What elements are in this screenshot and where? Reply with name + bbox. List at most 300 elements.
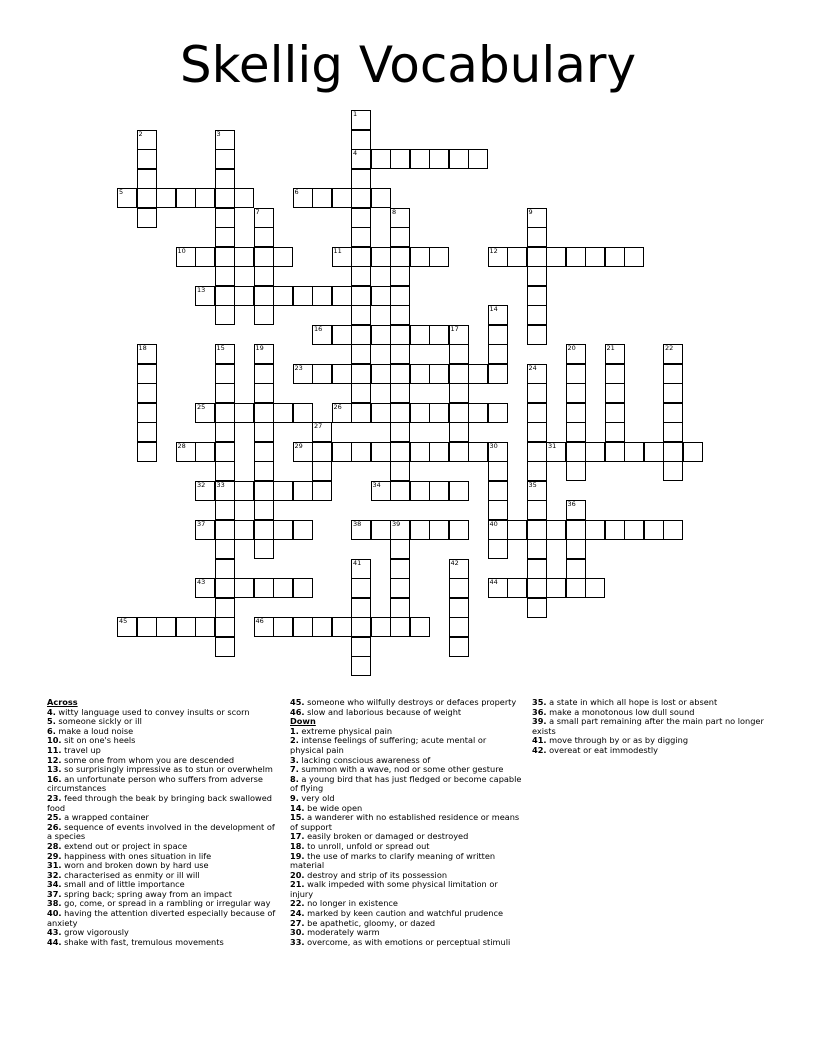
grid-cell[interactable] [137,344,157,364]
grid-cell[interactable] [527,383,547,403]
grid-cell[interactable] [390,539,410,559]
grid-cell[interactable] [215,208,235,228]
grid-cell[interactable] [390,442,410,462]
grid-cell[interactable] [371,247,391,267]
grid-cell[interactable] [351,325,371,345]
grid-cell[interactable] [527,539,547,559]
grid-cell[interactable] [215,539,235,559]
grid-cell[interactable] [371,403,391,423]
grid-cell[interactable] [351,227,371,247]
grid-cell[interactable] [371,325,391,345]
grid-cell[interactable] [371,481,391,501]
grid-cell[interactable] [195,520,215,540]
grid-cell[interactable] [449,403,469,423]
grid-cell[interactable] [312,422,332,442]
grid-cell[interactable] [449,520,469,540]
grid-cell[interactable] [624,247,644,267]
grid-cell[interactable] [527,266,547,286]
grid-cell[interactable] [527,364,547,384]
grid-cell[interactable] [215,188,235,208]
grid-cell[interactable] [195,247,215,267]
grid-cell[interactable] [449,149,469,169]
grid-cell[interactable] [605,383,625,403]
grid-cell[interactable] [254,442,274,462]
grid-cell[interactable] [390,364,410,384]
grid-cell[interactable] [351,110,371,130]
grid-cell[interactable] [566,559,586,579]
grid-cell[interactable] [605,403,625,423]
grid-cell[interactable] [351,208,371,228]
grid-cell[interactable] [390,617,410,637]
grid-cell[interactable] [254,403,274,423]
grid-cell[interactable] [527,227,547,247]
grid-cell[interactable] [254,461,274,481]
grid-cell[interactable] [176,188,196,208]
grid-cell[interactable] [527,208,547,228]
grid-cell[interactable] [293,286,313,306]
grid-cell[interactable] [312,364,332,384]
grid-cell[interactable] [566,500,586,520]
grid-cell[interactable] [566,364,586,384]
grid-cell[interactable] [137,422,157,442]
grid-cell[interactable] [410,149,430,169]
grid-cell[interactable] [137,403,157,423]
grid-cell[interactable] [527,325,547,345]
clue-number: 8 [392,207,397,216]
grid-cell[interactable] [351,149,371,169]
grid-cell[interactable] [546,578,566,598]
grid-cell[interactable] [137,617,157,637]
grid-cell[interactable] [390,266,410,286]
grid-cell[interactable] [254,305,274,325]
grid-cell[interactable] [254,344,274,364]
grid-cell[interactable] [390,422,410,442]
grid-cell[interactable] [215,149,235,169]
grid-cell[interactable] [371,188,391,208]
grid-cell[interactable] [488,539,508,559]
grid-cell[interactable] [137,169,157,189]
grid-cell[interactable] [605,422,625,442]
grid-cell[interactable] [429,403,449,423]
grid-cell[interactable] [254,520,274,540]
grid-cell[interactable] [507,520,527,540]
grid-cell[interactable] [273,520,293,540]
grid-cell[interactable] [449,344,469,364]
clue-text: a young bird that has just fledged or become capable of flying [290,773,522,794]
clue-text: travel up [61,744,101,755]
grid-cell[interactable] [488,461,508,481]
grid-cell[interactable] [312,481,332,501]
grid-cell[interactable] [371,442,391,462]
grid-cell[interactable] [390,559,410,579]
grid-cell[interactable] [293,617,313,637]
grid-cell[interactable] [234,188,254,208]
grid-cell[interactable] [215,286,235,306]
grid-cell[interactable] [137,383,157,403]
grid-cell[interactable] [215,130,235,150]
grid-cell[interactable] [351,247,371,267]
grid-cell[interactable] [176,617,196,637]
grid-cell[interactable] [195,481,215,501]
grid-cell[interactable] [566,344,586,364]
clue-number-label: 39. [532,716,547,727]
grid-cell[interactable] [449,422,469,442]
grid-cell[interactable] [215,305,235,325]
grid-cell[interactable] [215,364,235,384]
grid-cell[interactable] [390,208,410,228]
grid-cell[interactable] [273,578,293,598]
grid-cell[interactable] [449,442,469,462]
grid-cell[interactable] [605,442,625,462]
grid-cell[interactable] [312,461,332,481]
grid-cell[interactable] [390,344,410,364]
grid-cell[interactable] [429,481,449,501]
grid-cell[interactable] [663,422,683,442]
grid-cell[interactable] [351,286,371,306]
clue-number-label: 13. [47,764,62,775]
grid-cell[interactable] [663,344,683,364]
grid-cell[interactable] [488,325,508,345]
grid-cell[interactable] [312,188,332,208]
grid-cell[interactable] [215,169,235,189]
grid-cell[interactable] [390,481,410,501]
grid-cell[interactable] [507,247,527,267]
grid-cell[interactable] [390,227,410,247]
grid-cell[interactable] [390,149,410,169]
grid-cell[interactable] [293,403,313,423]
grid-cell[interactable] [254,247,274,267]
grid-cell[interactable] [585,442,605,462]
grid-cell[interactable] [215,500,235,520]
grid-cell[interactable] [488,578,508,598]
grid-cell[interactable] [585,578,605,598]
grid-cell[interactable] [449,617,469,637]
grid-cell[interactable] [215,520,235,540]
grid-cell[interactable] [371,520,391,540]
grid-cell[interactable] [527,461,547,481]
grid-cell[interactable] [254,227,274,247]
grid-cell[interactable] [449,637,469,657]
clue-number: 26 [333,402,342,411]
grid-cell[interactable] [254,578,274,598]
grid-cell[interactable] [390,461,410,481]
grid-cell[interactable] [195,442,215,462]
grid-cell[interactable] [351,188,371,208]
grid-cell[interactable] [546,442,566,462]
grid-cell[interactable] [566,461,586,481]
grid-cell[interactable] [410,403,430,423]
grid-cell[interactable] [429,520,449,540]
grid-cell[interactable] [312,617,332,637]
grid-cell[interactable] [663,364,683,384]
grid-cell[interactable] [390,286,410,306]
grid-cell[interactable] [351,656,371,676]
grid-cell[interactable] [351,559,371,579]
grid-cell[interactable] [410,364,430,384]
grid-cell[interactable] [449,481,469,501]
grid-cell[interactable] [566,403,586,423]
grid-cell[interactable] [546,520,566,540]
grid-cell[interactable] [449,325,469,345]
grid-cell[interactable] [585,520,605,540]
grid-cell[interactable] [605,247,625,267]
grid-cell[interactable] [507,578,527,598]
grid-cell[interactable] [488,364,508,384]
grid-cell[interactable] [117,617,137,637]
grid-cell[interactable] [351,403,371,423]
grid-cell[interactable] [390,247,410,267]
grid-cell[interactable] [293,578,313,598]
grid-cell[interactable] [117,188,137,208]
grid-cell[interactable] [429,149,449,169]
grid-cell[interactable] [429,364,449,384]
grid-cell[interactable] [332,188,352,208]
grid-cell[interactable] [254,617,274,637]
grid-cell[interactable] [663,520,683,540]
grid-cell[interactable] [137,188,157,208]
grid-cell[interactable] [234,403,254,423]
grid-cell[interactable] [527,559,547,579]
grid-cell[interactable] [488,500,508,520]
grid-cell[interactable] [488,403,508,423]
clue-number: 38 [353,519,362,528]
grid-cell[interactable] [449,598,469,618]
clue-text: walk impeded with some physical limitation or injury [290,879,498,899]
grid-cell[interactable] [351,130,371,150]
grid-cell[interactable] [488,247,508,267]
grid-cell[interactable] [527,286,547,306]
grid-cell[interactable] [585,247,605,267]
clue-number-label: 8. [290,773,299,784]
grid-cell[interactable] [215,461,235,481]
grid-cell[interactable] [273,403,293,423]
grid-cell[interactable] [332,286,352,306]
grid-cell[interactable] [215,559,235,579]
grid-cell[interactable] [312,442,332,462]
grid-cell[interactable] [195,617,215,637]
grid-cell[interactable] [293,481,313,501]
grid-cell[interactable] [215,617,235,637]
grid-cell[interactable] [566,422,586,442]
grid-cell[interactable] [605,344,625,364]
grid-cell[interactable] [254,481,274,501]
grid-cell[interactable] [351,617,371,637]
grid-cell[interactable] [351,520,371,540]
grid-cell[interactable] [273,247,293,267]
clue-text: having the attention diverted especially because of anxiety [47,908,276,928]
grid-cell[interactable] [293,188,313,208]
grid-cell[interactable] [390,578,410,598]
grid-cell[interactable] [449,559,469,579]
grid-cell[interactable] [293,364,313,384]
grid-cell[interactable] [195,403,215,423]
grid-cell[interactable] [351,344,371,364]
grid-cell[interactable] [566,383,586,403]
grid-cell[interactable] [566,578,586,598]
grid-cell[interactable] [644,520,664,540]
grid-cell[interactable] [566,539,586,559]
grid-cell[interactable] [156,617,176,637]
grid-cell[interactable] [468,403,488,423]
grid-cell[interactable] [527,422,547,442]
grid-cell[interactable] [663,442,683,462]
grid-cell[interactable] [605,364,625,384]
grid-cell[interactable] [254,208,274,228]
grid-cell[interactable] [429,247,449,267]
grid-cell[interactable] [215,266,235,286]
grid-cell[interactable] [468,442,488,462]
across-clue [290,708,522,718]
grid-cell[interactable] [254,266,274,286]
grid-cell[interactable] [332,325,352,345]
grid-cell[interactable] [468,149,488,169]
grid-cell[interactable] [644,442,664,462]
grid-cell[interactable] [254,364,274,384]
grid-cell[interactable] [234,578,254,598]
grid-cell[interactable] [351,442,371,462]
grid-cell[interactable] [371,617,391,637]
grid-cell[interactable] [546,247,566,267]
grid-cell[interactable] [351,169,371,189]
grid-cell[interactable] [390,403,410,423]
grid-cell[interactable] [624,520,644,540]
grid-cell[interactable] [429,442,449,462]
grid-cell[interactable] [566,442,586,462]
clue-number-label: 26. [47,821,62,832]
grid-cell[interactable] [488,344,508,364]
grid-cell[interactable] [351,383,371,403]
grid-cell[interactable] [527,442,547,462]
grid-cell[interactable] [293,442,313,462]
grid-cell[interactable] [215,578,235,598]
grid-cell[interactable] [312,286,332,306]
grid-cell[interactable] [351,598,371,618]
grid-cell[interactable] [215,598,235,618]
grid-cell[interactable] [215,403,235,423]
grid-cell[interactable] [215,442,235,462]
grid-cell[interactable] [137,364,157,384]
grid-cell[interactable] [254,500,274,520]
grid-cell[interactable] [527,481,547,501]
grid-cell[interactable] [234,286,254,306]
grid-cell[interactable] [332,403,352,423]
grid-cell[interactable] [410,247,430,267]
grid-cell[interactable] [527,598,547,618]
grid-cell[interactable] [195,578,215,598]
grid-cell[interactable] [215,422,235,442]
grid-cell[interactable] [449,383,469,403]
grid-cell[interactable] [488,520,508,540]
grid-cell[interactable] [390,598,410,618]
grid-cell[interactable] [351,578,371,598]
grid-cell[interactable] [410,481,430,501]
grid-cell[interactable] [254,383,274,403]
grid-cell[interactable] [137,442,157,462]
grid-cell[interactable] [527,305,547,325]
grid-cell[interactable] [605,520,625,540]
grid-cell[interactable] [527,500,547,520]
grid-cell[interactable] [683,442,703,462]
grid-cell[interactable] [527,578,547,598]
grid-cell[interactable] [273,286,293,306]
grid-cell[interactable] [351,637,371,657]
grid-cell[interactable] [371,149,391,169]
grid-cell[interactable] [176,247,196,267]
grid-cell[interactable] [449,578,469,598]
grid-cell[interactable] [390,383,410,403]
grid-cell[interactable] [449,364,469,384]
grid-cell[interactable] [254,286,274,306]
grid-cell[interactable] [234,247,254,267]
puzzle-title: Skellig Vocabulary [179,36,637,94]
grid-cell[interactable] [195,188,215,208]
grid-cell[interactable] [312,325,332,345]
grid-cell[interactable] [410,325,430,345]
grid-cell[interactable] [215,344,235,364]
grid-cell[interactable] [215,383,235,403]
grid-cell[interactable] [371,286,391,306]
grid-cell[interactable] [195,286,215,306]
grid-cell[interactable] [624,442,644,462]
grid-cell[interactable] [351,364,371,384]
grid-cell[interactable] [351,305,371,325]
grid-cell[interactable] [663,461,683,481]
grid-cell[interactable] [332,442,352,462]
grid-cell[interactable] [215,637,235,657]
grid-cell[interactable] [215,481,235,501]
grid-cell[interactable] [371,364,391,384]
grid-cell[interactable] [332,247,352,267]
grid-cell[interactable] [488,442,508,462]
grid-cell[interactable] [215,227,235,247]
grid-cell[interactable] [663,383,683,403]
grid-cell[interactable] [234,520,254,540]
grid-cell[interactable] [215,247,235,267]
grid-cell[interactable] [332,617,352,637]
grid-cell[interactable] [566,247,586,267]
grid-cell[interactable] [566,520,586,540]
grid-cell[interactable] [429,325,449,345]
grid-cell[interactable] [390,305,410,325]
clue-number-label: 3. [290,754,299,765]
grid-cell[interactable] [663,403,683,423]
grid-cell[interactable] [273,617,293,637]
grid-cell[interactable] [137,208,157,228]
grid-cell[interactable] [273,481,293,501]
grid-cell[interactable] [527,403,547,423]
grid-cell[interactable] [234,481,254,501]
grid-cell[interactable] [390,520,410,540]
grid-cell[interactable] [527,520,547,540]
grid-cell[interactable] [351,266,371,286]
grid-cell[interactable] [527,247,547,267]
grid-cell[interactable] [156,188,176,208]
grid-cell[interactable] [254,539,274,559]
grid-cell[interactable] [488,481,508,501]
grid-cell[interactable] [176,442,196,462]
grid-cell[interactable] [410,520,430,540]
grid-cell[interactable] [468,364,488,384]
grid-cell[interactable] [410,442,430,462]
grid-cell[interactable] [332,364,352,384]
grid-cell[interactable] [390,325,410,345]
grid-cell[interactable] [293,520,313,540]
grid-cell[interactable] [137,149,157,169]
grid-cell[interactable] [137,130,157,150]
grid-cell[interactable] [488,305,508,325]
grid-cell[interactable] [254,422,274,442]
grid-cell[interactable] [410,617,430,637]
